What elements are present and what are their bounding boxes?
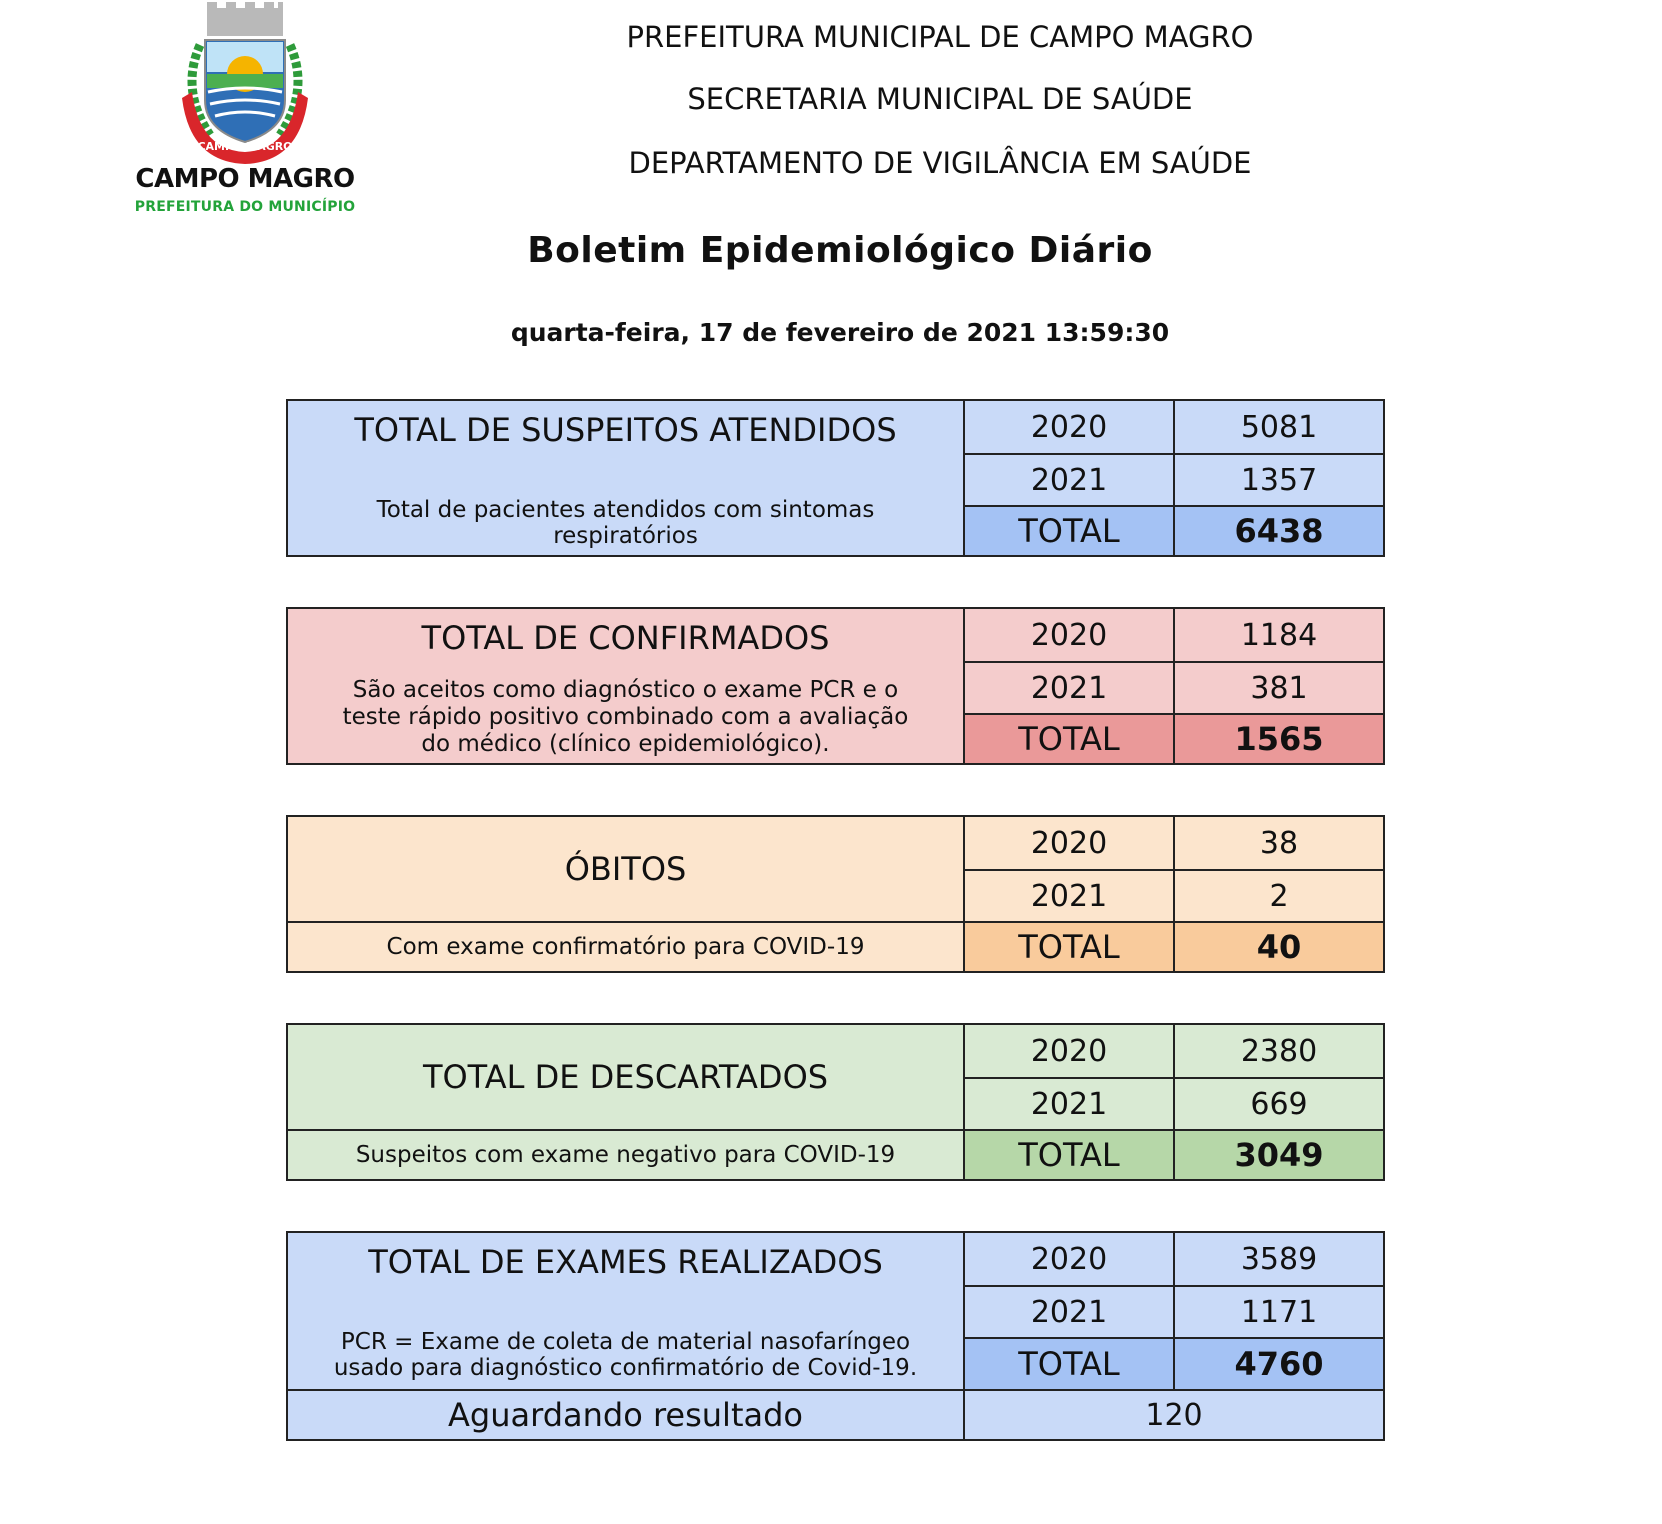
pending-label: Aguardando resultado	[288, 1389, 963, 1439]
total-label: TOTAL	[963, 505, 1173, 555]
suspected-desc-2: respiratórios	[553, 523, 698, 549]
confirmed-title: TOTAL DE CONFIRMADOS	[421, 619, 830, 657]
total-label: TOTAL	[963, 1337, 1173, 1389]
discarded-block	[286, 1023, 1385, 1181]
year-2020: 2020	[963, 401, 1173, 453]
deaths-block	[286, 815, 1385, 973]
total-value: 4760	[1173, 1337, 1383, 1389]
year-2020: 2020	[963, 817, 1173, 869]
logo-name: CAMPO MAGRO	[135, 164, 355, 194]
exams-desc-2: usado para diagnóstico confirmatório de Covid-19.	[333, 1355, 918, 1381]
value-2020: 38	[1173, 817, 1383, 869]
total-label: TOTAL	[963, 1129, 1173, 1179]
suspected-title: TOTAL DE SUSPEITOS ATENDIDOS	[354, 411, 897, 449]
year-2020: 2020	[963, 1025, 1173, 1077]
suspected-desc-1: Total de pacientes atendidos com sintomas	[376, 497, 875, 523]
deaths-title: ÓBITOS	[564, 850, 687, 888]
confirmed-desc-3: do médico (clínico epidemiológico).	[421, 731, 830, 757]
year-2021: 2021	[963, 661, 1173, 713]
municipality-logo	[125, 0, 365, 225]
deaths-desc: Com exame confirmatório para COVID-19	[288, 921, 963, 971]
year-2020: 2020	[963, 1233, 1173, 1285]
year-2021: 2021	[963, 453, 1173, 505]
logo-subtitle: PREFEITURA DO MUNICÍPIO	[134, 199, 356, 215]
value-2020: 2380	[1173, 1025, 1383, 1077]
exams-block	[286, 1231, 1385, 1441]
value-2021: 669	[1173, 1077, 1383, 1129]
value-2021: 1171	[1173, 1285, 1383, 1337]
value-2021: 381	[1173, 661, 1383, 713]
value-2021: 1357	[1173, 453, 1383, 505]
discarded-desc: Suspeitos com exame negativo para COVID-19	[288, 1129, 963, 1179]
report-date: quarta-feira, 17 de fevereiro de 2021 13:59:30	[510, 318, 1170, 347]
total-label: TOTAL	[963, 713, 1173, 763]
year-2021: 2021	[963, 1285, 1173, 1337]
total-value: 1565	[1173, 713, 1383, 763]
confirmed-block	[286, 607, 1385, 765]
value-2021: 2	[1173, 869, 1383, 921]
suspected-block	[286, 399, 1385, 557]
coat-of-arms-icon	[160, 0, 330, 165]
total-label: TOTAL	[963, 921, 1173, 971]
confirmed-desc-1: São aceitos como diagnóstico o exame PCR e o	[352, 677, 899, 703]
year-2021: 2021	[963, 869, 1173, 921]
exams-desc-1: PCR = Exame de coleta de material nasofaríngeo	[340, 1329, 911, 1355]
ribbon-text: CAMPO MAGRO	[197, 140, 293, 153]
header-line-1: PREFEITURA MUNICIPAL DE CAMPO MAGRO	[626, 20, 1254, 54]
year-2021: 2021	[963, 1077, 1173, 1129]
confirmed-desc-2: teste rápido positivo combinado com a avaliação	[342, 704, 909, 730]
total-value: 40	[1173, 921, 1383, 971]
value-2020: 5081	[1173, 401, 1383, 453]
exams-title: TOTAL DE EXAMES REALIZADOS	[368, 1243, 883, 1281]
value-2020: 1184	[1173, 609, 1383, 661]
header-line-2: SECRETARIA MUNICIPAL DE SAÚDE	[687, 82, 1193, 116]
year-2020: 2020	[963, 609, 1173, 661]
value-2020: 3589	[1173, 1233, 1383, 1285]
total-value: 6438	[1173, 505, 1383, 555]
header-line-3: DEPARTAMENTO DE VIGILÂNCIA EM SAÚDE	[628, 146, 1252, 180]
pending-value: 120	[963, 1389, 1383, 1439]
page-title: Boletim Epidemiológico Diário	[527, 230, 1153, 271]
discarded-title: TOTAL DE DESCARTADOS	[422, 1058, 829, 1096]
total-value: 3049	[1173, 1129, 1383, 1179]
